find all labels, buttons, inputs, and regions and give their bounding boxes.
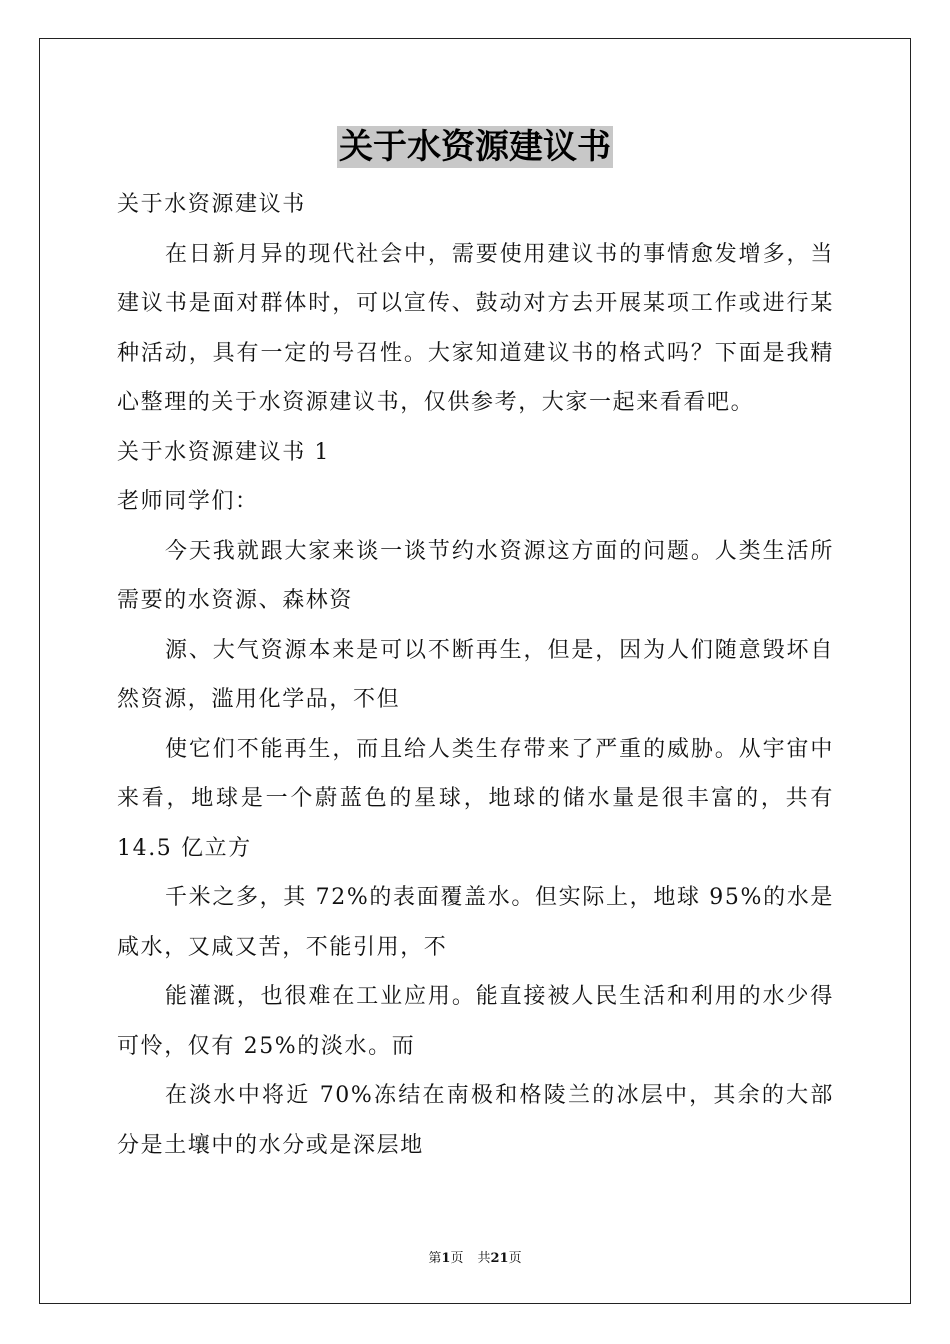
page-suffix: 页 [450, 1251, 464, 1266]
paragraph-body: 在淡水中将近 70%冻结在南极和格陵兰的冰层中，其余的大部分是土壤中的水分或是深层地 [117, 1083, 834, 1158]
total-prefix: 共 [477, 1251, 491, 1266]
paragraph-body: 千米之多，其 72%的表面覆盖水。但实际上，地球 95%的水是咸水，又咸又苦，不能引用，不 [117, 885, 834, 960]
total-pages: 21 [490, 1251, 509, 1266]
total-suffix: 页 [508, 1251, 522, 1266]
document-title-text: 关于水资源建议书 [339, 127, 611, 167]
document-body [117, 180, 834, 1170]
paragraph-intro: 在日新月异的现代社会中，需要使用建议书的事情愈发增多，当建议书是面对群体时，可以宣传、鼓动对方去开展某项工作或进行某种活动，具有一定的号召性。大家知道建议书的格式吗？下面是我精心整理的关于水资源建议书，仅供参考，大家一起来看看吧。 [117, 241, 834, 415]
paragraph-body: 今天我就跟大家来谈一谈节约水资源这方面的问题。人类生活所需要的水资源、森林资 [117, 538, 834, 613]
paragraph-section-heading: 关于水资源建议书 1 [117, 439, 330, 465]
paragraph-body: 能灌溉，也很难在工业应用。能直接被人民生活和利用的水少得可怜，仅有 25%的淡水。而 [117, 984, 834, 1059]
paragraph-body: 源、大气资源本来是可以不断再生，但是，因为人们随意毁坏自然资源，滥用化学品，不但 [117, 637, 834, 712]
paragraph-salutation: 老师同学们： [117, 489, 259, 514]
document-title [0, 126, 950, 168]
page-footer [0, 1247, 950, 1266]
paragraph-subtitle: 关于水资源建议书 [117, 192, 306, 217]
page-prefix: 第 [428, 1251, 442, 1266]
page-number: 1 [441, 1251, 451, 1266]
paragraph-body: 使它们不能再生，而且给人类生存带来了严重的威胁。从宇宙中来看，地球是一个蔚蓝色的星球，地球的储水量是很丰富的，共有 14.5 亿立方 [117, 736, 834, 861]
